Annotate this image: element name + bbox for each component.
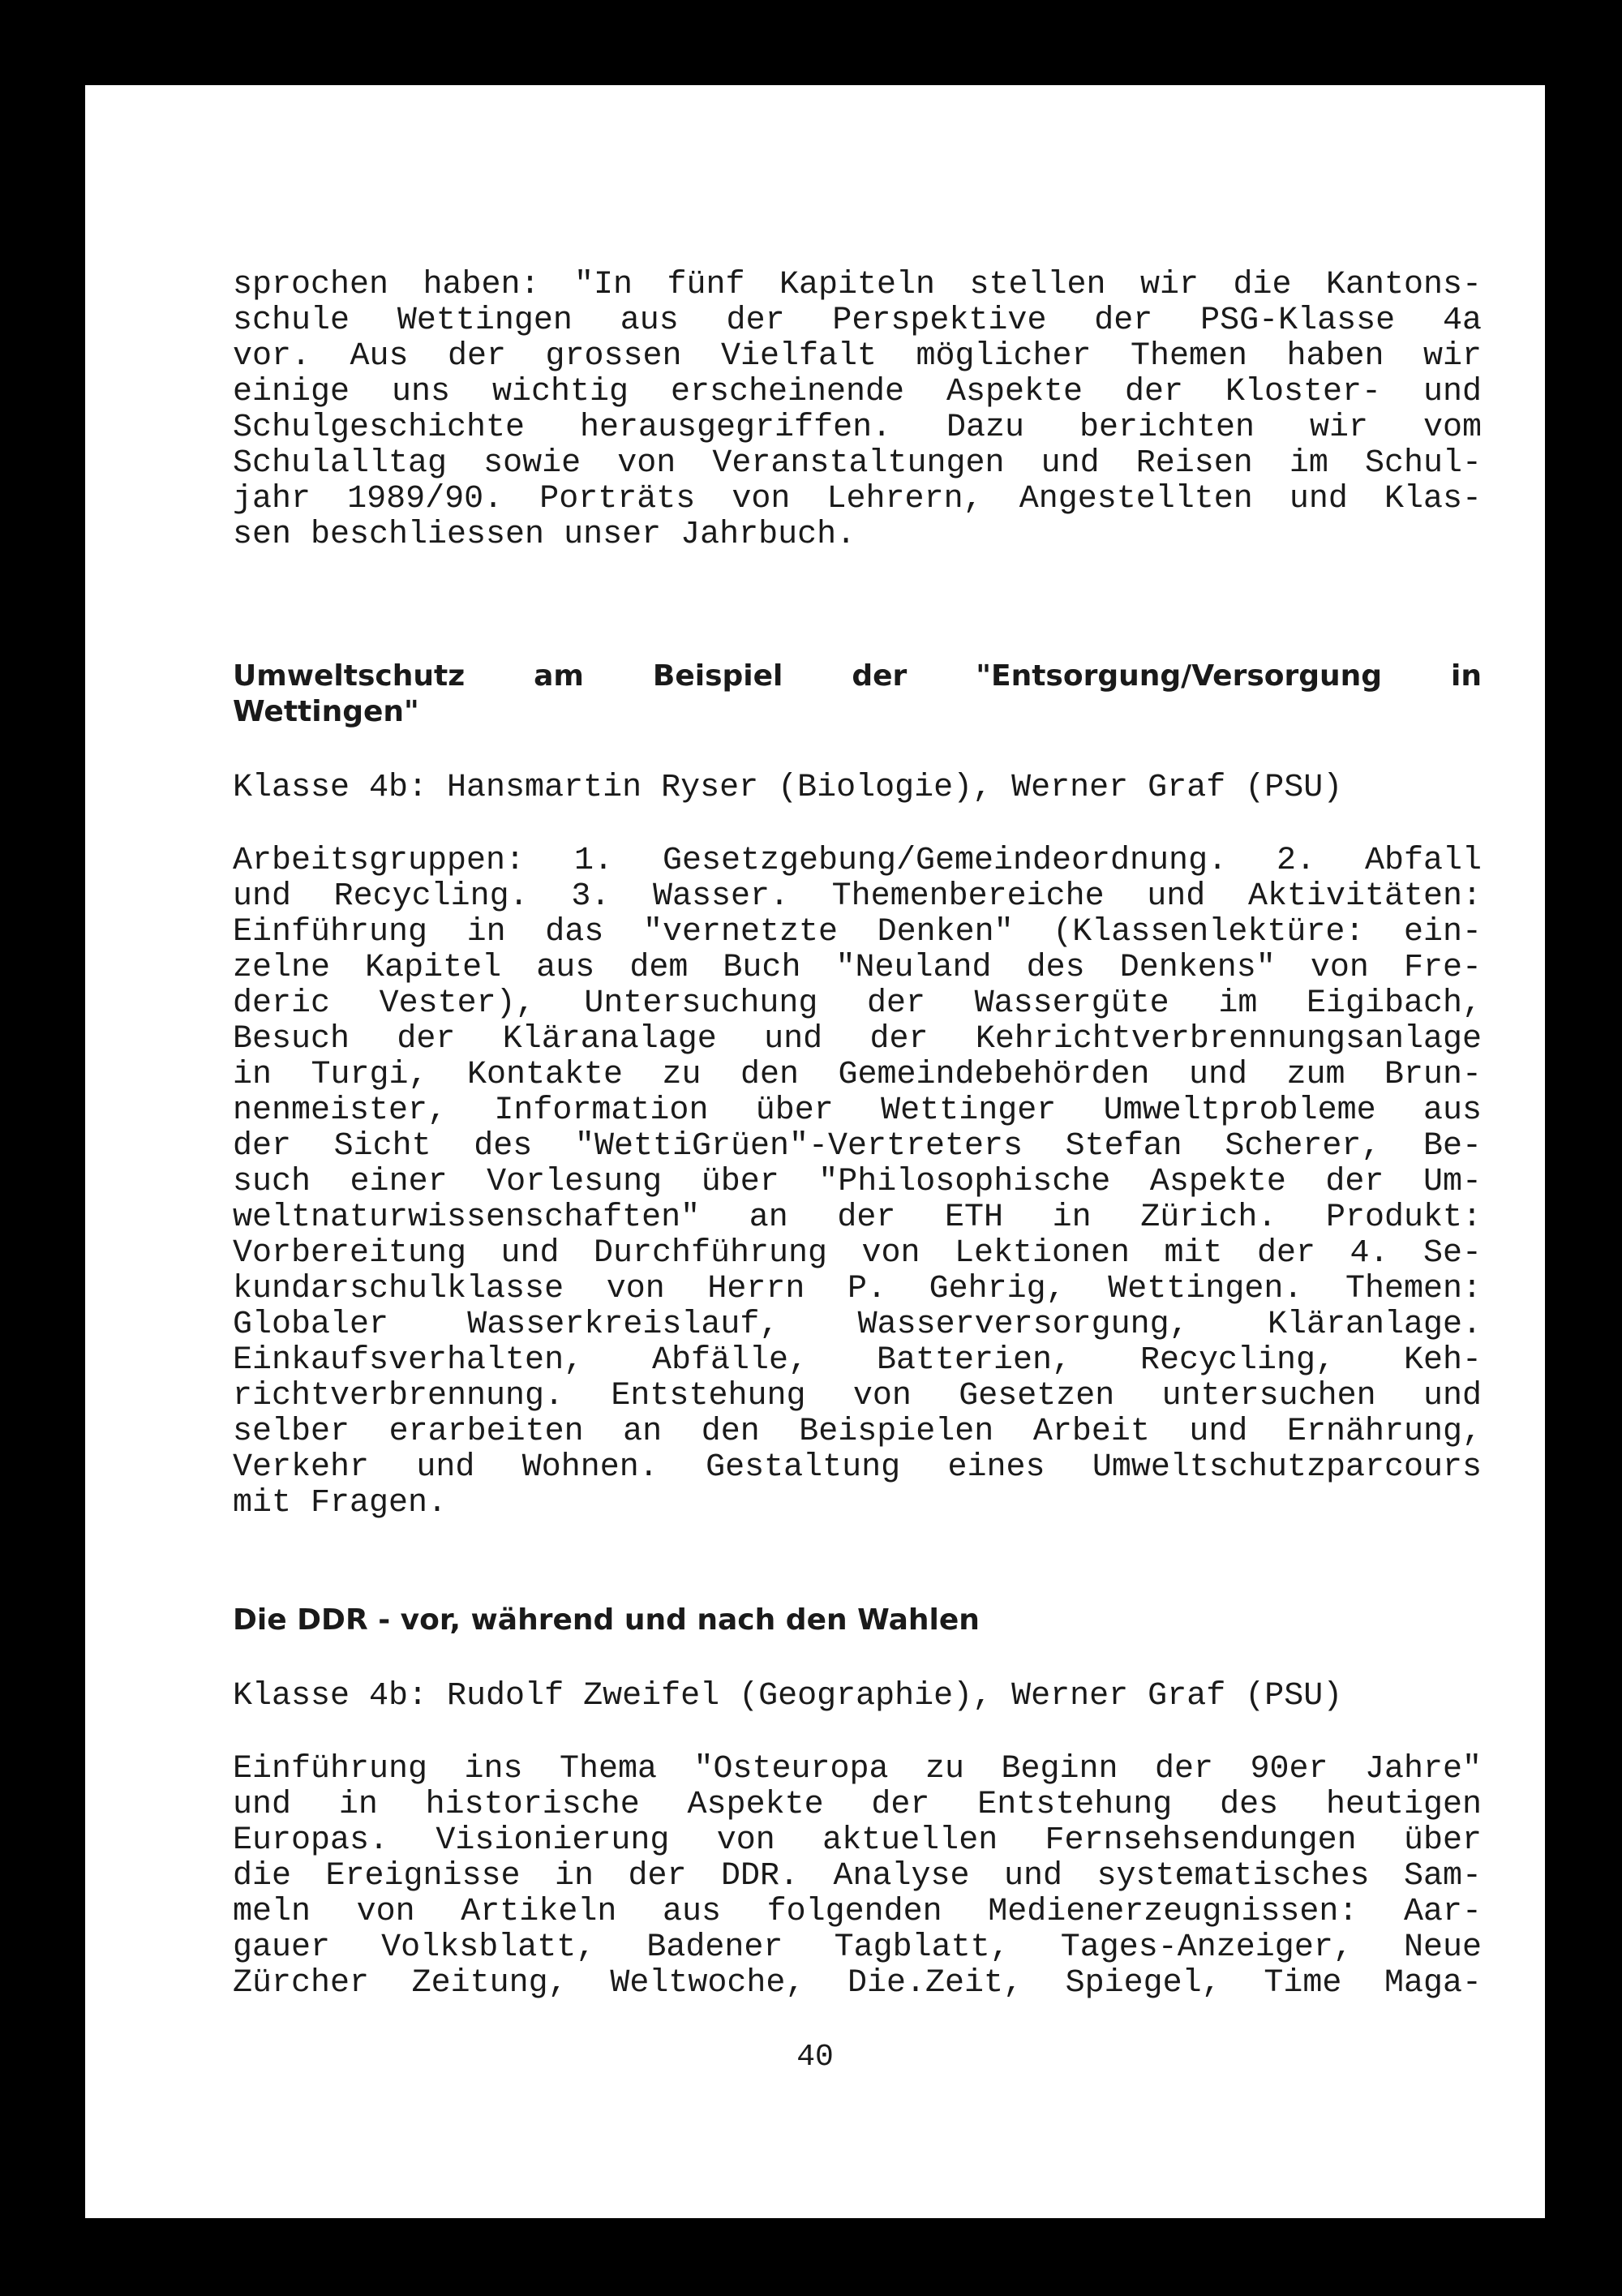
text-line: Zürcher Zeitung, Weltwoche, Die.Zeit, Spiegel, Time Maga-: [233, 1965, 1482, 2002]
text-line: Einführung in das "vernetzte Denken" (Klassenlektüre: ein-: [233, 914, 1482, 951]
class-line-geographie: Klasse 4b: Rudolf Zweifel (Geographie), Werner Graf (PSU): [233, 1678, 1343, 1714]
text-line: sprochen haben: "In fünf Kapiteln stellen wir die Kantons-: [233, 267, 1482, 303]
intro-paragraph: [233, 268, 1482, 553]
text-line: Vorbereitung und Durchführung von Lektionen mit der 4. Se-: [233, 1235, 1482, 1272]
text-line: Schulalltag sowie von Veranstaltungen und Reisen im Schul-: [233, 445, 1482, 482]
text-line: einige uns wichtig erscheinende Aspekte der Kloster- und: [233, 374, 1482, 410]
text-line: Globaler Wasserkreislauf, Wasserversorgung, Kläranlage.: [233, 1307, 1482, 1343]
page-number: 40: [796, 2040, 834, 2075]
text-line: der Sicht des "WettiGrüen"-Vertreters Stefan Scherer, Be-: [233, 1128, 1482, 1165]
section2-body: [233, 1752, 1482, 2002]
text-line: weltnaturwissenschaften" an der ETH in Zürich. Produkt:: [233, 1199, 1482, 1236]
text-line: nenmeister, Information über Wettinger Umweltprobleme aus: [233, 1092, 1482, 1129]
text-line: sen beschliessen unser Jahrbuch.: [233, 517, 856, 553]
text-line: Schulgeschichte herausgegriffen. Dazu berichten wir vom: [233, 410, 1482, 446]
text-line: mit Fragen.: [233, 1485, 448, 1521]
document-page: [85, 85, 1545, 2218]
text-line: gauer Volksblatt, Badener Tagblatt, Tages-Anzeiger, Neue: [233, 1929, 1482, 1966]
text-line: Arbeitsgruppen: 1. Gesetzgebung/Gemeindeordnung. 2. Abfall: [233, 843, 1482, 879]
heading-line: Die DDR - vor, während und nach den Wahlen: [233, 1603, 980, 1637]
text-line: kundarschulklasse von Herrn P. Gehrig, Wettingen. Themen:: [233, 1271, 1482, 1307]
text-line: Besuch der Kläranalage und der Kehrichtverbrennungsanlage: [233, 1021, 1482, 1058]
text-line: schule Wettingen aus der Perspektive der PSG-Klasse 4a: [233, 303, 1482, 339]
text-line: und Recycling. 3. Wasser. Themenbereiche und Aktivitäten:: [233, 878, 1482, 915]
section-heading-ddr: [233, 1603, 1482, 1638]
text-line: selber erarbeiten an den Beispielen Arbeit und Ernährung,: [233, 1414, 1482, 1450]
text-line: Einführung ins Thema "Osteuropa zu Beginn der 90er Jahre": [233, 1751, 1482, 1787]
text-line: Einkaufsverhalten, Abfälle, Batterien, Recycling, Keh-: [233, 1342, 1482, 1379]
text-line: meln von Artikeln aus folgenden Medienerzeugnissen: Aar-: [233, 1894, 1482, 1930]
text-line: such einer Vorlesung über "Philosophische Aspekte der Um-: [233, 1164, 1482, 1200]
class-line-biologie: Klasse 4b: Hansmartin Ryser (Biologie), Werner Graf (PSU): [233, 770, 1343, 806]
text-line: in Turgi, Kontakte zu den Gemeindebehörden und zum Brun-: [233, 1057, 1482, 1093]
heading-line: Umweltschutz am Beispiel der "Entsorgung/Versorgung in: [233, 659, 1482, 693]
heading-line: Wettingen": [233, 695, 419, 728]
text-line: die Ereignisse in der DDR. Analyse und systematisches Sam-: [233, 1858, 1482, 1895]
section1-body: [233, 843, 1482, 1521]
text-line: vor. Aus der grossen Vielfalt möglicher Themen haben wir: [233, 338, 1482, 375]
text-line: deric Vester), Untersuchung der Wassergüte im Eigibach,: [233, 985, 1482, 1022]
text-line: zelne Kapitel aus dem Buch "Neuland des Denkens" von Fre-: [233, 950, 1482, 986]
section-heading-umweltschutz: [233, 659, 1482, 730]
text-line: Europas. Visionierung von aktuellen Fernsehsendungen über: [233, 1822, 1482, 1859]
text-line: jahr 1989/90. Porträts von Lehrern, Angestellten und Klas-: [233, 481, 1482, 517]
page-content: [233, 268, 1482, 2002]
text-line: und in historische Aspekte der Entstehung des heutigen: [233, 1787, 1482, 1823]
text-line: richtverbrennung. Entstehung von Gesetzen untersuchen und: [233, 1378, 1482, 1414]
text-line: Verkehr und Wohnen. Gestaltung eines Umweltschutzparcours: [233, 1449, 1482, 1486]
